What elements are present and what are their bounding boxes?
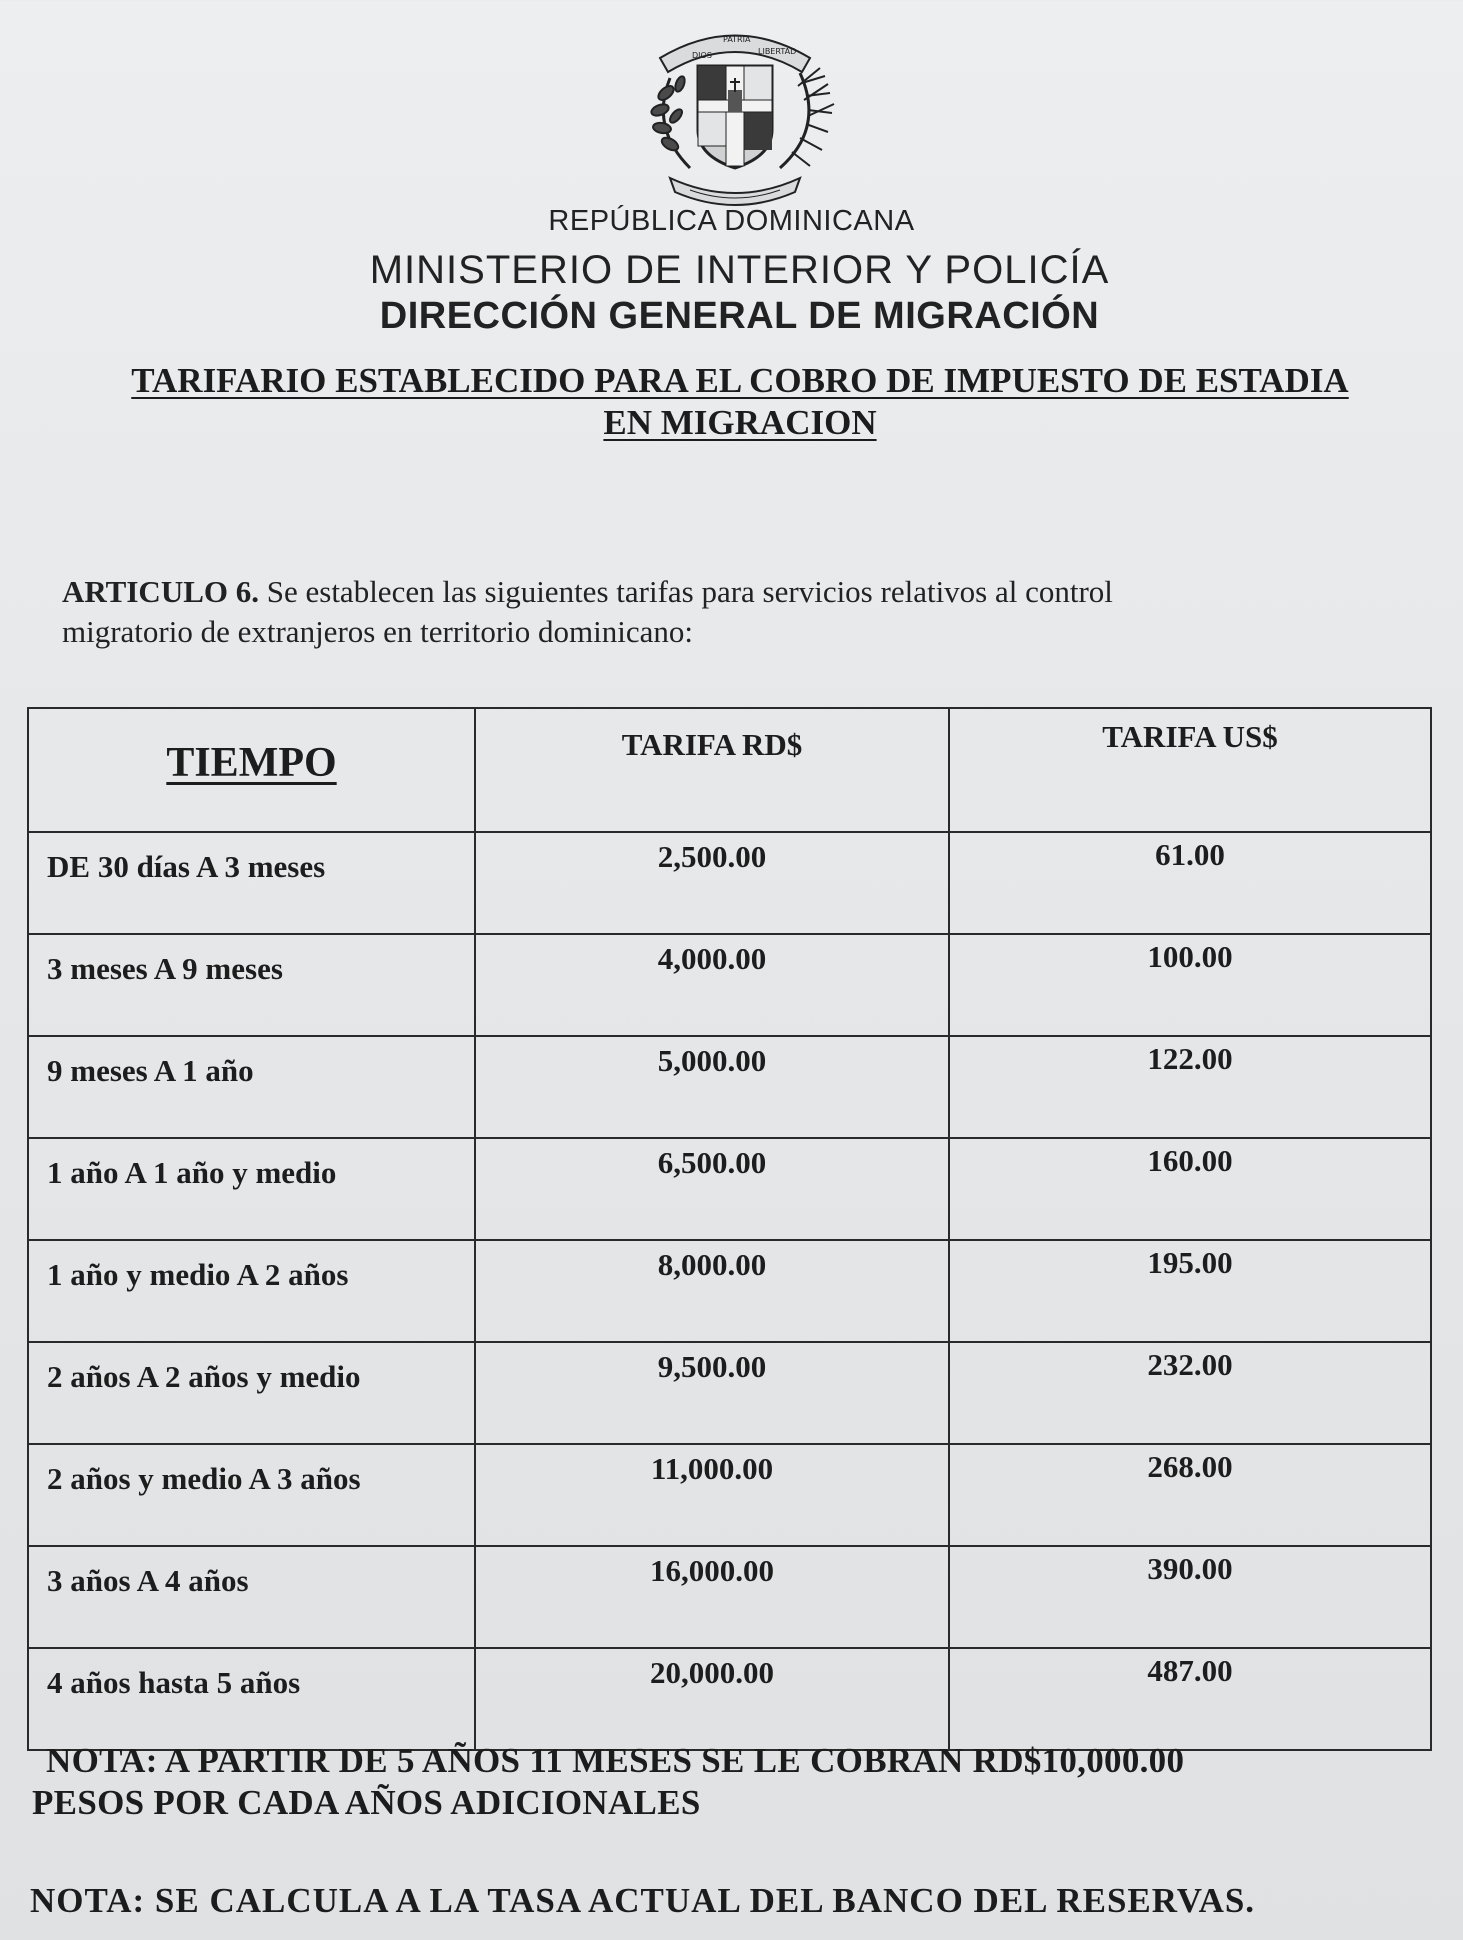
cell-tarifa-rd: 11,000.00	[475, 1444, 949, 1546]
document-title	[60, 360, 1420, 444]
table-row	[28, 1342, 1431, 1444]
article-text-line-2: migratorio de extranjeros en territorio dominicano:	[62, 614, 693, 649]
table-header-row	[28, 708, 1431, 832]
header-ministry: MINISTERIO DE INTERIOR Y POLICÍA	[369, 248, 1110, 292]
cell-tiempo: 1 año y medio A 2 años	[28, 1240, 475, 1342]
table-row	[28, 832, 1431, 934]
cell-tiempo: 2 años y medio A 3 años	[28, 1444, 475, 1546]
motto-dios: DIOS	[692, 51, 712, 60]
cell-tarifa-rd: 16,000.00	[475, 1546, 949, 1648]
cell-tiempo: 2 años A 2 años y medio	[28, 1342, 475, 1444]
cell-tiempo: 3 meses A 9 meses	[28, 934, 475, 1036]
cell-tarifa-us: 232.00	[949, 1342, 1431, 1444]
cell-tarifa-us: 487.00	[949, 1648, 1431, 1750]
cell-tarifa-rd: 2,500.00	[475, 832, 949, 934]
cell-tarifa-us: 390.00	[949, 1546, 1431, 1648]
cell-tarifa-rd: 20,000.00	[475, 1648, 949, 1750]
cell-tarifa-us: 61.00	[949, 832, 1431, 934]
title-line-2: EN MIGRACION	[603, 403, 877, 442]
article-paragraph	[62, 572, 1362, 652]
note-exchange-rate: NOTA: SE CALCULA A LA TASA ACTUAL DEL BANCO DEL RESERVAS.	[30, 1881, 1256, 1920]
cell-tarifa-rd: 5,000.00	[475, 1036, 949, 1138]
cell-tiempo: DE 30 días A 3 meses	[28, 832, 475, 934]
coat-of-arms-seal	[630, 18, 840, 208]
cell-tarifa-us: 122.00	[949, 1036, 1431, 1138]
header-tarifa-us: TARIFA US$	[949, 708, 1431, 832]
header-country: REPÚBLICA DOMINICANA	[548, 205, 915, 237]
cell-tarifa-rd: 6,500.00	[475, 1138, 949, 1240]
cell-tiempo: 3 años A 4 años	[28, 1546, 475, 1648]
header-tarifa-rd: TARIFA RD$	[475, 708, 949, 832]
cell-tarifa-rd: 8,000.00	[475, 1240, 949, 1342]
title-line-1: TARIFARIO ESTABLECIDO PARA EL COBRO DE IMPUESTO DE ESTADIA	[131, 361, 1349, 400]
motto-libertad: LIBERTAD	[758, 47, 797, 56]
cell-tiempo: 1 año A 1 año y medio	[28, 1138, 475, 1240]
motto-patria: PATRIA	[723, 35, 751, 44]
note-additional-years	[32, 1740, 1412, 1824]
table-row	[28, 934, 1431, 1036]
cell-tarifa-us: 100.00	[949, 934, 1431, 1036]
cell-tarifa-rd: 4,000.00	[475, 934, 949, 1036]
note-1-line-2: PESOS POR CADA AÑOS ADICIONALES	[32, 1783, 701, 1822]
note-1-line-1: NOTA: A PARTIR DE 5 AÑOS 11 MESES SE LE COBRAN RD$10,000.00	[46, 1741, 1185, 1780]
cell-tarifa-us: 160.00	[949, 1138, 1431, 1240]
cell-tiempo: 9 meses A 1 año	[28, 1036, 475, 1138]
table-row	[28, 1444, 1431, 1546]
cell-tiempo: 4 años hasta 5 años	[28, 1648, 475, 1750]
header-tiempo: TIEMPO	[28, 708, 475, 832]
header-direction: DIRECCIÓN GENERAL DE MIGRACIÓN	[379, 295, 1100, 337]
article-label: ARTICULO 6.	[62, 574, 259, 609]
table-row	[28, 1138, 1431, 1240]
table-row	[28, 1546, 1431, 1648]
cell-tarifa-us: 268.00	[949, 1444, 1431, 1546]
cell-tarifa-rd: 9,500.00	[475, 1342, 949, 1444]
tariff-table	[27, 707, 1432, 1751]
table-row	[28, 1036, 1431, 1138]
article-text-line-1: Se establecen las siguientes tarifas para servicios relativos al control	[259, 574, 1113, 609]
cell-tarifa-us: 195.00	[949, 1240, 1431, 1342]
table-row	[28, 1240, 1431, 1342]
table-row	[28, 1648, 1431, 1750]
